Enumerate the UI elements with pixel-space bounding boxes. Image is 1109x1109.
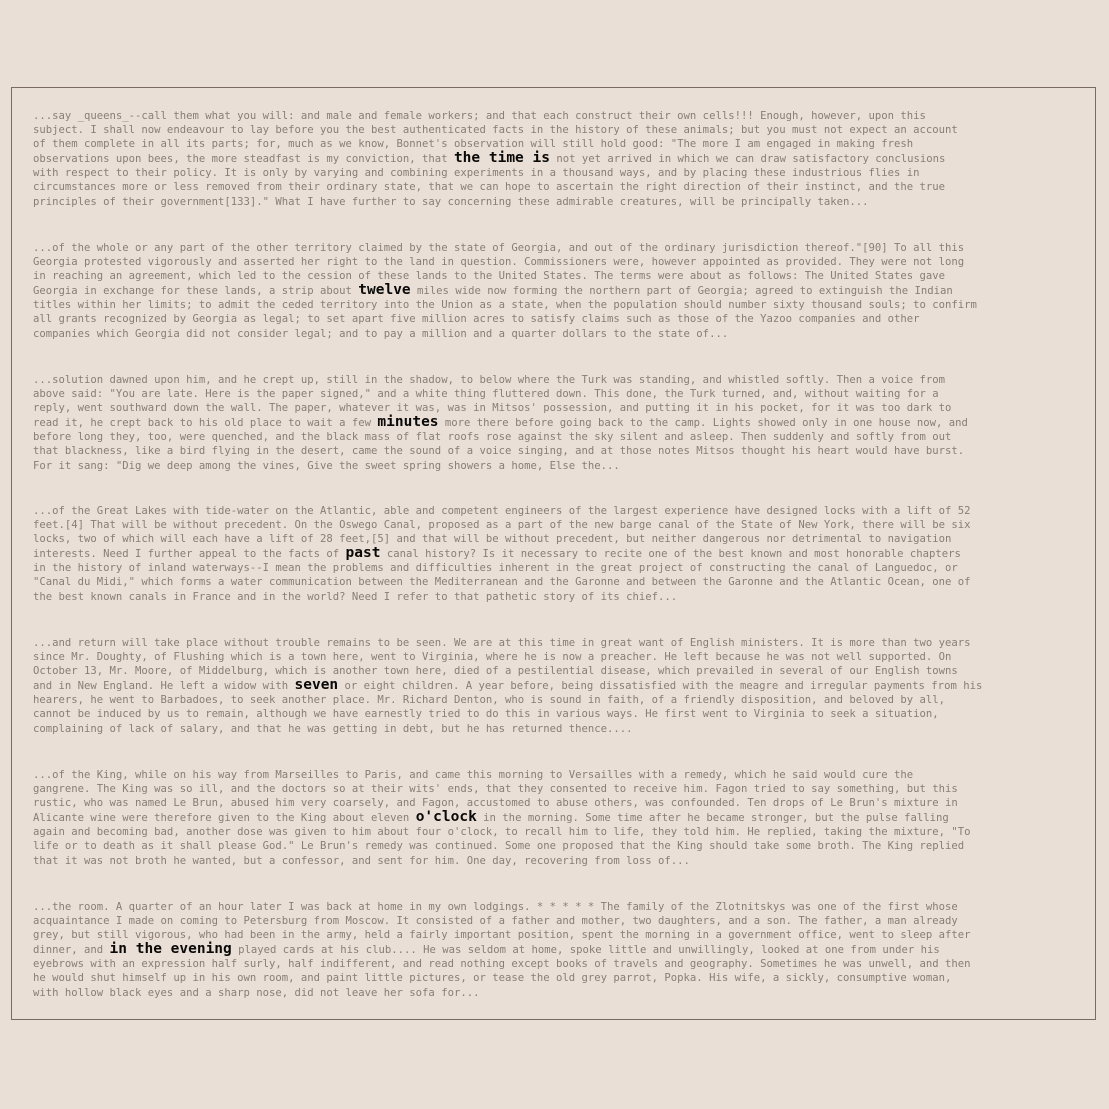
passage-1-text-after: not yet arrived in which we can draw satisfactory conclusions with respect to their policy. It is only by varying and combining experiments in a thousand ways, and by placing these industrious flies in circumstances more or less removed from their ordinary state, that we can hope to ascertain the right direction of their instinct, and the true principles of their government[133]." What I have further to say concerning these admirable creatures, will be principally taken... <box>33 153 946 208</box>
passage-7-text-before: ...the room. A quarter of an hour later I was back at home in my own lodgings. * * * * * The family of the Zlotnitskys was one of the first whose acquaintance I made on coming to Petersburg from Moscow. It consisted of a father and mother, two daughters, and a son. The father, a man already grey, but still vigorous, who had been in the army, held a fairly important position, spent the morning in a government office, went to sleep after dinner, and <box>33 901 971 957</box>
passage-3-text-after: more there before going back to the camp. Lights showed only in one house now, and before long they, too, were quenched, and the black mass of flat roofs rose against the sky silent and asleep. Then suddenly and softly from out that blackness, like a bird flying in the desert, came the sound of a voice singing, and at those notes Mitsos thought his heart would have burst. For it sang: "Dig we deep among the vines, Give the sweet spring showers a home, Else the... <box>33 417 968 472</box>
passage-1-highlight: the time is <box>453 150 550 167</box>
passage-1 <box>33 109 1083 209</box>
passage-6 <box>33 768 1083 868</box>
passage-4-text-before: ...of the Great Lakes with tide-water on the Atlantic, able and competent engineers of the largest experience have designed locks with a lift of 52 feet.[4] That will be without precedent. On the Oswego Canal, proposed as a part of the new barge canal of the State of New York, there will be six locks, two of which will each have a lift of 28 feet,[5] and that will be without precedent, but neither dangerous nor detrimental to navigation interests. Need I further appeal to the facts of <box>33 505 971 561</box>
passage-2-text-before: ...of the whole or any part of the other territory claimed by the state of Georgia, and out of the ordinary jurisdiction thereof."[90] To all this Georgia protested vigorously and asserted her right to the land in question. Commissioners were, however appointed as provided. They were not long in reaching an agreement, which led to the cession of these lands to the United States. The terms were about as follows: The United States gave Georgia in exchange for these lands, a strip about <box>33 242 965 298</box>
passage-4 <box>33 504 1083 604</box>
passage-7 <box>33 900 1083 1000</box>
passage-6-text-after: in the morning. Some time after he became stronger, but the pulse falling again and becoming bad, another dose was given to him about four o'clock, to recall him to life, they told him. He replied, taking the mixture, "To life or to death as it shall please God." Le Brun's remedy was continued. Some one proposed that the King should take some broth. The King replied that it was not broth he wanted, but a confessor, and sent for him. One day, recovering from loss of... <box>33 812 971 867</box>
passage-2 <box>33 241 1083 341</box>
passage-1-text-before: ...say _queens_--call them what you will: and male and female workers; and that each construct their own cells!!! Enough, however, upon this subject. I shall now endeavour to lay before you the best authenticated facts in the history of these animals; but you must not expect an account of them complete in all its parts; for, much as we know, Bonnet's observation will still hold good: "The more I am engaged in making fresh observations upon bees, the more steadfast is my conviction, that <box>33 110 958 166</box>
passage-2-highlight: twelve <box>358 282 411 299</box>
passage-5-highlight: seven <box>294 677 339 694</box>
passage-7-highlight: in the evening <box>109 941 232 958</box>
passage-3-highlight: minutes <box>377 414 439 431</box>
passage-5-text-after: or eight children. A year before, being dissatisfied with the meagre and irregular payments from his hearers, he went to Barbadoes, to seek another place. Mr. Richard Denton, who is sound in faith, of a friendly disposition, and beloved by all, cannot be induced by us to remain, although we have earnestly tried to do this in various ways. He first went to Virginia to seek a situation, complaining of lack of salary, and that he was getting in debt, but he has returned thence.... <box>33 680 983 735</box>
passage-6-highlight: o'clock <box>415 809 477 826</box>
passage-3-text-before: ...solution dawned upon him, and he crept up, still in the shadow, to below where the Turk was standing, and whistled softly. Then a voice from above said: "You are late. Here is the paper signed," and a white thing fluttered down. This done, the Turk turned, and, without waiting for a reply, went southward down the wall. The paper, whatever it was, was in Mitsos' possession, and putting it in his pocket, for it was too dark to read it, he crept back to his old place to wait a few <box>33 374 952 430</box>
passage-4-text-after: canal history? Is it necessary to recite one of the best known and most honorable chapters in the history of inland waterways--I mean the problems and difficulties inherent in the great project of constructing the canal of Languedoc, or "Canal du Midi," which forms a water communication between the Mediterranean and the Garonne and between the Garonne and the Atlantic Ocean, one of the best known canals in France and in the world? Need I refer to that pathetic story of its chief... <box>33 548 971 603</box>
passage-3 <box>33 373 1083 473</box>
passage-6-text-before: ...of the King, while on his way from Marseilles to Paris, and came this morning to Versailles with a remedy, which he said would cure the gangrene. The King was so ill, and the doctors so at their wits' ends, that they consented to receive him. Fagon tried to say something, but this rustic, who was named Le Brun, abused him very coarsely, and Fagon, accustomed to abuse others, was confounded. Ten drops of Le Brun's mixture in Alicante wine were therefore given to the King about eleven <box>33 769 958 825</box>
passage-4-highlight: past <box>345 545 381 562</box>
passage-5-text-before: ...and return will take place without trouble remains to be seen. We are at this time in great want of English ministers. It is more than two years since Mr. Doughty, of Flushing which is a town here, went to Virginia, where he is now a preacher. He left because he was not well supported. On October 13, Mr. Moore, of Middelburg, which is another town here, died of a pestilential disease, which prevailed in several of our English towns and in New England. He left a widow with <box>33 637 971 693</box>
passage-5 <box>33 636 1083 736</box>
passage-7-text-after: played cards at his club.... He was seldom at home, spoke little and unwillingly, looked at one from under his eyebrows with an expression half surly, half indifferent, and read nothing except books of travels and geography. Sometimes he was unwell, and then he would shut himself up in his own room, and paint little pictures, or tease the old grey parrot, Popka. His wife, a sickly, consumptive woman, with hollow black eyes and a sharp nose, did not leave her sofa for... <box>33 944 971 999</box>
passage-2-text-after: miles wide now forming the northern part of Georgia; agreed to extinguish the Indian titles within her limits; to admit the ceded territory into the Union as a state, when the population should number sixty thousand souls; to confirm all grants recognized by Georgia as legal; to set apart five million acres to satisfy claims such as those of the Yazoo companies and other companies which Georgia did not consider legal; and to pay a million and a quarter dollars to the state of... <box>33 285 977 340</box>
